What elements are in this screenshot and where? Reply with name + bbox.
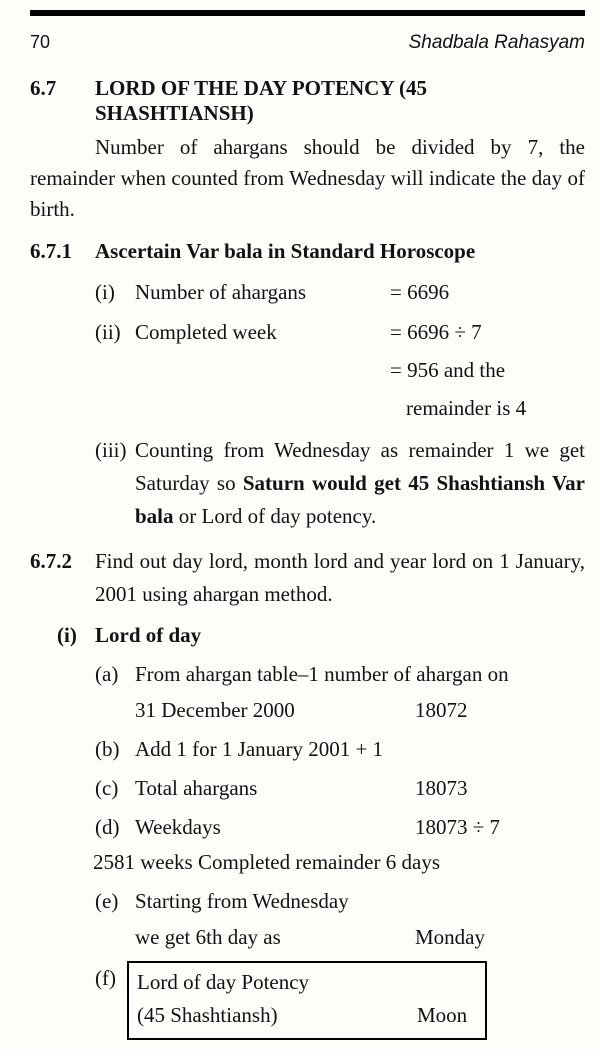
section-6-7-2 bbox=[30, 545, 585, 611]
list-item-ii-cont2-value: remainder is 4 bbox=[406, 396, 527, 420]
lord-of-day-subheading bbox=[57, 619, 585, 651]
row-a-value: 18072 bbox=[415, 698, 468, 722]
list-item-iii bbox=[95, 434, 585, 533]
list-item-ii-cont1-value: = 956 and the bbox=[390, 358, 506, 382]
result-box-value: Moon bbox=[417, 1003, 468, 1027]
top-rule bbox=[30, 10, 585, 16]
row-d-label: (d) bbox=[95, 815, 120, 839]
row-e-text: Starting from Wednesday bbox=[135, 889, 349, 913]
list-item-iii-label: (iii) bbox=[95, 438, 127, 462]
row-b-label: (b) bbox=[95, 737, 120, 761]
row-f-label: (f) bbox=[95, 966, 116, 990]
row-a-line1 bbox=[95, 658, 585, 690]
row-c-value: 18073 bbox=[415, 776, 468, 800]
list-item-i-text: Number of ahargans bbox=[135, 280, 307, 304]
list-item-i bbox=[95, 276, 585, 308]
item-iii-text-bold: Saturn would get 45 Shashtiansh Var bala bbox=[135, 471, 585, 528]
running-head-title: Shadbala Rahasyam bbox=[408, 32, 585, 53]
lord-of-day-label: (i) bbox=[57, 623, 77, 647]
row-a-line2 bbox=[95, 694, 585, 726]
result-box-text2: (45 Shashtiansh) bbox=[137, 1003, 278, 1027]
list-item-i-label: (i) bbox=[95, 280, 115, 304]
section-6-7-2-intro: Find out day lord, month lord and year lord on 1 January, 2001 using ahargan method. bbox=[95, 549, 585, 606]
item-iii-text-part1: Counting from Wednesday as remainder 1 we get Saturday so bbox=[135, 438, 585, 495]
lord-of-day-title: Lord of day bbox=[95, 623, 202, 647]
page-number: 70 bbox=[30, 32, 51, 52]
row-c bbox=[95, 772, 585, 804]
section-6-7-title: LORD OF THE DAY POTENCY (45 SHASHTIANSH) bbox=[95, 76, 427, 125]
section-6-7-2-number: 6.7.2 bbox=[30, 549, 72, 573]
row-d bbox=[95, 811, 585, 843]
section-6-7-paragraph: Number of ahargans should be divided by 7, the remainder when counted from Wednesday will indicate the day of birth. bbox=[30, 135, 585, 221]
row-f bbox=[95, 961, 585, 1040]
list-item-ii-value: = 6696 ÷ 7 bbox=[390, 320, 482, 344]
row-d-value: 18073 ÷ 7 bbox=[415, 815, 501, 839]
item-iii-text-part2: or Lord of day potency. bbox=[173, 504, 377, 528]
row-a-label: (a) bbox=[95, 662, 119, 686]
list-item-ii-text: Completed week bbox=[135, 320, 277, 344]
list-item-ii-label: (ii) bbox=[95, 320, 121, 344]
row-e-text2: we get 6th day as bbox=[135, 925, 281, 949]
section-6-7-1-title: Ascertain Var bala in Standard Horoscope bbox=[95, 239, 476, 263]
row-c-text: Total ahargans bbox=[135, 776, 258, 800]
section-6-7-1-heading bbox=[30, 239, 585, 264]
list-item-ii-continuation-2 bbox=[95, 392, 585, 424]
weeks-summary-line: 2581 weeks Completed remainder 6 days bbox=[93, 850, 440, 874]
row-e-value: Monday bbox=[415, 925, 485, 949]
row-d-text: Weekdays bbox=[135, 815, 221, 839]
section-6-7-heading bbox=[30, 76, 585, 126]
row-e-label: (e) bbox=[95, 889, 119, 913]
row-b-text: Add 1 for 1 January 2001 + 1 bbox=[135, 737, 384, 761]
result-box bbox=[127, 961, 487, 1040]
list-item-iii-text bbox=[135, 434, 585, 533]
result-box-line1 bbox=[137, 966, 485, 999]
page-header bbox=[30, 32, 585, 54]
list-item-ii bbox=[95, 316, 585, 348]
row-c-label: (c) bbox=[95, 776, 119, 800]
row-b bbox=[95, 733, 585, 765]
row-e-line1 bbox=[95, 885, 585, 917]
section-6-7-number: 6.7 bbox=[30, 76, 57, 100]
result-box-line2 bbox=[137, 999, 485, 1032]
list-item-i-value: = 6696 bbox=[390, 280, 450, 304]
result-box-text1: Lord of day Potency bbox=[137, 970, 310, 994]
list-item-ii-continuation-1 bbox=[95, 354, 585, 386]
row-e-line2 bbox=[95, 921, 585, 953]
row-a-date: 31 December 2000 bbox=[135, 698, 295, 722]
row-a-text: From ahargan table–1 number of ahargan on bbox=[135, 662, 509, 686]
section-6-7-1-number: 6.7.1 bbox=[30, 239, 72, 263]
